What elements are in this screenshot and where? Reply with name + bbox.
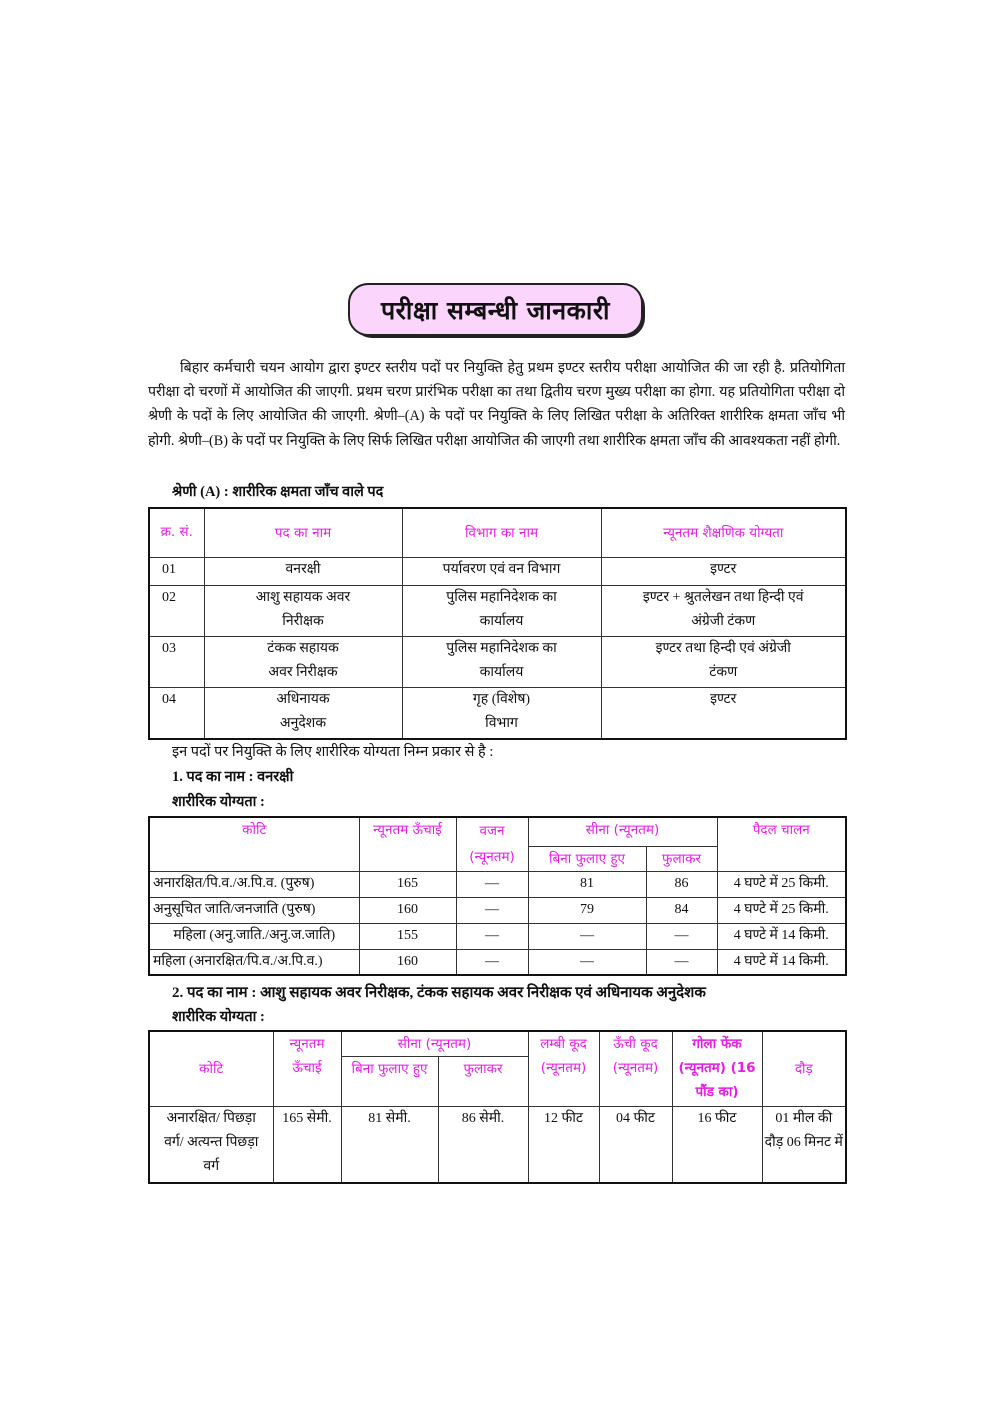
header-chest-expanded: फुलाकर [438,1057,528,1107]
table-row [149,636,846,687]
cell-height: 160 [359,949,456,975]
cell-dept: पर्यावरण एवं वन विभाग [402,557,601,585]
header-long-jump: लम्बी कूद (न्यूनतम) [528,1031,599,1107]
cell-dept: पुलिस महानिदेशक का कार्यालय [402,636,601,687]
cell-chest-expanded: — [646,923,717,949]
header-chest: सीना (न्यूनतम) [528,817,717,846]
cell-sno: 03 [149,636,204,687]
table-header-row [149,1031,846,1057]
physical-intro: इन पदों पर नियुक्ति के लिए शारीरिक योग्यता निम्न प्रकार से है : [172,744,494,760]
cell-walk: 4 घण्टे में 25 किमी. [717,871,846,897]
header-category: कोटि [149,817,359,871]
cell-height: 165 सेमी. [273,1107,341,1183]
cell-walk: 4 घण्टे में 14 किमी. [717,949,846,975]
table-row [149,897,846,923]
section2-heading: 2. पद का नाम : आशु सहायक अवर निरीक्षक, टंकक सहायक अवर निरीक्षक एवं अधिनायक अनुदेशक [172,985,706,1001]
table-row [149,871,846,897]
cell-chest-unexpanded: 79 [528,897,646,923]
header-height: न्यूनतम ऊँचाई [273,1031,341,1107]
cell-sno: 04 [149,687,204,739]
cell-height: 160 [359,897,456,923]
cell-chest-unexpanded: 81 सेमी. [341,1107,438,1183]
header-walk: पैदल चालन [717,817,846,871]
cell-chest-expanded: 84 [646,897,717,923]
table-header-row [149,508,846,557]
cell-dept: गृह (विशेष) विभाग [402,687,601,739]
cell-weight: — [456,923,528,949]
cell-post: टंकक सहायक अवर निरीक्षक [204,636,402,687]
header-dept: विभाग का नाम [402,508,601,557]
cell-chest-expanded: 86 [646,871,717,897]
cell-shot-put: 16 फीट [672,1107,762,1183]
header-chest-expanded: फुलाकर [646,846,717,871]
table-row [149,557,846,585]
section2-table [148,1030,847,1184]
category-a-table [148,507,847,740]
section2-subheading: शारीरिक योग्यता : [172,1009,265,1025]
cell-category: महिला (अनु.जाति./अनु.ज.जाति) [149,923,359,949]
header-high-jump: ऊँची कूद (न्यूनतम) [599,1031,672,1107]
section1-subheading: शारीरिक योग्यता : [172,794,265,810]
header-shot-put: गोला फेंक (न्यूनतम) (16 पौंड का) [672,1031,762,1107]
cell-qual: इण्टर + श्रुतलेखन तथा हिन्दी एवं अंग्रेजी टंकण [601,585,846,636]
cell-walk: 4 घण्टे में 25 किमी. [717,897,846,923]
cell-high-jump: 04 फीट [599,1107,672,1183]
table-row [149,949,846,975]
cell-race: 01 मील की दौड़ 06 मिनट में [762,1107,846,1183]
header-height: न्यूनतम ऊँचाई [359,817,456,871]
cell-chest-unexpanded: 81 [528,871,646,897]
header-post: पद का नाम [204,508,402,557]
cell-walk: 4 घण्टे में 14 किमी. [717,923,846,949]
cell-long-jump: 12 फीट [528,1107,599,1183]
category-a-heading: श्रेणी (A) : शारीरिक क्षमता जाँच वाले पद [172,484,384,500]
header-chest-unexpanded: बिना फुलाए हुए [341,1057,438,1107]
header-race: दौड़ [762,1031,846,1107]
cell-qual: इण्टर तथा हिन्दी एवं अंग्रेजी टंकण [601,636,846,687]
cell-chest-expanded: — [646,949,717,975]
section1-table [148,816,847,976]
cell-weight: — [456,871,528,897]
header-sno: क्र. सं. [149,508,204,557]
header-weight: वजन (न्यूनतम) [456,817,528,871]
table-row [149,1107,846,1183]
cell-post: आशु सहायक अवर निरीक्षक [204,585,402,636]
header-category: कोटि [149,1031,273,1107]
cell-sno: 02 [149,585,204,636]
cell-weight: — [456,897,528,923]
table-row [149,687,846,739]
cell-height: 165 [359,871,456,897]
cell-qual: इण्टर [601,687,846,739]
page-title: परीक्षा सम्बन्धी जानकारी [348,283,643,336]
table-row [149,923,846,949]
cell-qual: इण्टर [601,557,846,585]
cell-category: अनारक्षित/ पिछड़ा वर्ग/ अत्यन्त पिछड़ा वर्ग [149,1107,273,1183]
header-qual: न्यूनतम शैक्षणिक योग्यता [601,508,846,557]
table-header-row [149,817,846,846]
cell-chest-unexpanded: — [528,949,646,975]
cell-category: महिला (अनारक्षित/पि.व./अ.पि.व.) [149,949,359,975]
section1-heading: 1. पद का नाम : वनरक्षी [172,769,294,785]
cell-category: अनुसूचित जाति/जनजाति (पुरुष) [149,897,359,923]
header-chest: सीना (न्यूनतम) [341,1031,528,1057]
page-title-banner [348,283,645,338]
cell-height: 155 [359,923,456,949]
cell-dept: पुलिस महानिदेशक का कार्यालय [402,585,601,636]
cell-chest-expanded: 86 सेमी. [438,1107,528,1183]
cell-post: अधिनायक अनुदेशक [204,687,402,739]
cell-post: वनरक्षी [204,557,402,585]
cell-sno: 01 [149,557,204,585]
intro-paragraph: बिहार कर्मचारी चयन आयोग द्वारा इण्टर स्तरीय पदों पर नियुक्ति हेतु प्रथम इण्टर स्तरीय परीक्षा आयोजित की जा रही है. प्रतियोगिता परीक्षा दो चरणों में आयोजित की जाएगी. प्रथम चरण प्रारंभिक परीक्षा का तथा द्वितीय चरण मुख्य परीक्षा का होगा. यह प्रतियोगिता परीक्षा दो श्रेणी के पदों के लिए आयोजित की जाएगी. श्रेणी–(A) के पदों पर नियुक्ति के लिए लिखित परीक्षा के अतिरिक्त शारीरिक क्षमता जाँच भी होगी. श्रेणी–(B) के पदों पर नियुक्ति के लिए सिर्फ लिखित परीक्षा आयोजित की जाएगी तथा शारीरिक क्षमता जाँच की आवश्यकता नहीं होगी. [148,360,845,449]
cell-category: अनारक्षित/पि.व./अ.पि.व. (पुरुष) [149,871,359,897]
cell-weight: — [456,949,528,975]
cell-chest-unexpanded: — [528,923,646,949]
table-row [149,585,846,636]
header-chest-unexpanded: बिना फुलाए हुए [528,846,646,871]
